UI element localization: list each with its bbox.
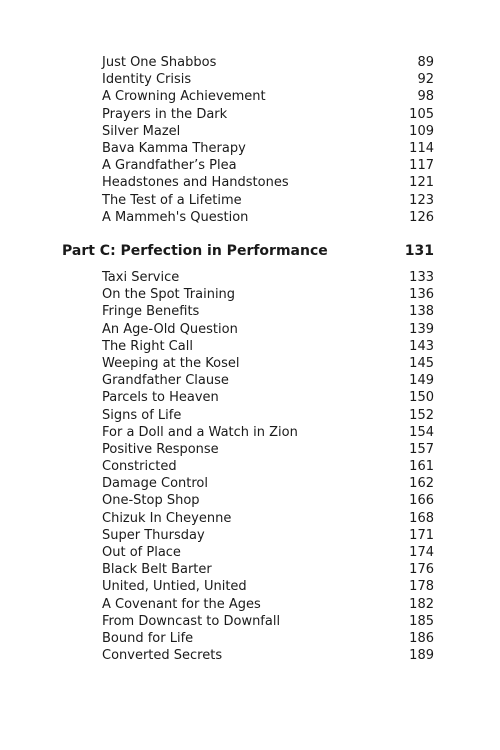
toc-entry-page-number: 123 (409, 192, 434, 208)
toc-entry-page-number: 121 (409, 175, 434, 191)
toc-entry-page-number: 136 (409, 287, 434, 303)
toc-entry-page-number: 161 (409, 459, 434, 475)
toc-entry-page-number: 157 (409, 441, 434, 457)
toc-entry-page-number: 145 (409, 355, 434, 371)
toc-entry-title: One-Stop Shop (102, 493, 200, 509)
toc-entry-page-number: 168 (409, 510, 434, 526)
toc-entry (0, 192, 500, 209)
toc-entry (0, 303, 500, 320)
toc-entry (0, 613, 500, 630)
toc-entry-title: A Grandfather’s Plea (102, 158, 237, 174)
toc-entry-page-number: 138 (409, 304, 434, 320)
toc-entry (0, 492, 500, 509)
toc-entry-title: Prayers in the Dark (102, 106, 228, 122)
section-title: Part C: Perfection in Performance (62, 243, 328, 259)
toc-entry (0, 458, 500, 475)
toc-entry (0, 527, 500, 544)
toc-entry-page-number: 92 (417, 72, 434, 88)
toc-list-part-b (0, 54, 500, 226)
toc-entry (0, 157, 500, 174)
toc-entry-page-number: 143 (409, 338, 434, 354)
toc-entry-title: Just One Shabbos (102, 55, 217, 70)
toc-entry (0, 561, 500, 578)
toc-entry (0, 355, 500, 372)
section-page-number: 131 (404, 243, 434, 259)
toc-entry-page-number: 150 (409, 390, 434, 406)
toc-entry (0, 88, 500, 105)
toc-entry-title: Silver Mazel (102, 123, 181, 139)
toc-entry (0, 647, 500, 664)
toc-entry-title: Converted Secrets (102, 648, 223, 664)
toc-entry-page-number: 149 (409, 373, 434, 389)
toc-entry-title: From Downcast to Downfall (102, 613, 281, 629)
toc-entry-page-number: 139 (409, 321, 434, 337)
toc-entry-title: Bava Kamma Therapy (102, 140, 246, 156)
toc-entry (0, 209, 500, 226)
toc-entry-title: For a Doll and a Watch in Zion (102, 424, 298, 440)
toc-entry-title: An Age-Old Question (102, 321, 238, 337)
toc-entry-page-number: 162 (409, 476, 434, 492)
toc-entry (0, 441, 500, 458)
toc-entry-page-number: 105 (409, 106, 434, 122)
toc-entry (0, 475, 500, 492)
toc-entry-page-number: 89 (417, 55, 434, 70)
toc-entry-title: Weeping at the Kosel (102, 355, 240, 371)
toc-entry-title: Taxi Service (102, 270, 180, 285)
toc-entry-title: A Mammeh's Question (102, 209, 249, 225)
toc-entry (0, 286, 500, 303)
toc-entry-title: Black Belt Barter (102, 562, 212, 578)
toc-entry (0, 596, 500, 613)
toc-entry-page-number: 185 (409, 613, 434, 629)
toc-entry (0, 544, 500, 561)
toc-entry-title: Damage Control (102, 476, 208, 492)
toc-entry-page-number: 114 (409, 140, 434, 156)
toc-entry-page-number: 154 (409, 424, 434, 440)
toc-entry-title: The Test of a Lifetime (102, 192, 242, 208)
toc-entry-page-number: 176 (409, 562, 434, 578)
toc-entry (0, 321, 500, 338)
toc-list-part-c (0, 269, 500, 664)
toc-entry-page-number: 182 (409, 596, 434, 612)
toc-entry (0, 106, 500, 123)
toc-entry-page-number: 126 (409, 209, 434, 225)
toc-entry-page-number: 178 (409, 579, 434, 595)
toc-entry-title: Signs of Life (102, 407, 182, 423)
toc-entry-page-number: 152 (409, 407, 434, 423)
toc-entry-page-number: 98 (417, 89, 434, 105)
toc-entry (0, 510, 500, 527)
toc-entry-title: A Crowning Achievement (102, 89, 266, 105)
toc-entry (0, 372, 500, 389)
toc-entry-title: A Covenant for the Ages (102, 596, 261, 612)
toc-entry (0, 389, 500, 406)
toc-entry (0, 174, 500, 191)
toc-entry-page-number: 133 (409, 270, 434, 285)
toc-entry-page-number: 117 (409, 158, 434, 174)
toc-entry-title: Constricted (102, 459, 177, 475)
toc-entry (0, 407, 500, 424)
toc-entry-page-number: 166 (409, 493, 434, 509)
toc-entry-title: United, Untied, United (102, 579, 247, 595)
toc-entry-title: Grandfather Clause (102, 373, 229, 389)
toc-entry-title: Positive Response (102, 441, 219, 457)
toc-entry-title: Chizuk In Cheyenne (102, 510, 232, 526)
toc-entry (0, 123, 500, 140)
toc-entry-page-number: 186 (409, 630, 434, 646)
toc-entry (0, 578, 500, 595)
toc-entry-title: Headstones and Handstones (102, 175, 289, 191)
toc-entry (0, 630, 500, 647)
toc-entry-title: On the Spot Training (102, 287, 236, 303)
toc-entry-title: Fringe Benefits (102, 304, 200, 320)
section-heading-part-c (0, 241, 500, 261)
toc-entry-title: Parcels to Heaven (102, 390, 219, 406)
toc-entry (0, 140, 500, 157)
toc-entry-page-number: 174 (409, 545, 434, 560)
toc-entry-page-number: 171 (409, 527, 434, 543)
toc-entry-title: Out of Place (102, 545, 181, 560)
toc-entry (0, 424, 500, 441)
toc-entry-title: Super Thursday (102, 527, 205, 543)
toc-entry-title: Bound for Life (102, 630, 194, 646)
toc-entry-page-number: 109 (409, 123, 434, 139)
toc-entry-title: The Right Call (102, 338, 193, 354)
toc-entry (0, 269, 500, 286)
toc-entry (0, 54, 500, 71)
toc-entry (0, 338, 500, 355)
toc-entry-page-number: 189 (409, 648, 434, 664)
toc-entry-title: Identity Crisis (102, 72, 192, 88)
toc-entry (0, 71, 500, 88)
